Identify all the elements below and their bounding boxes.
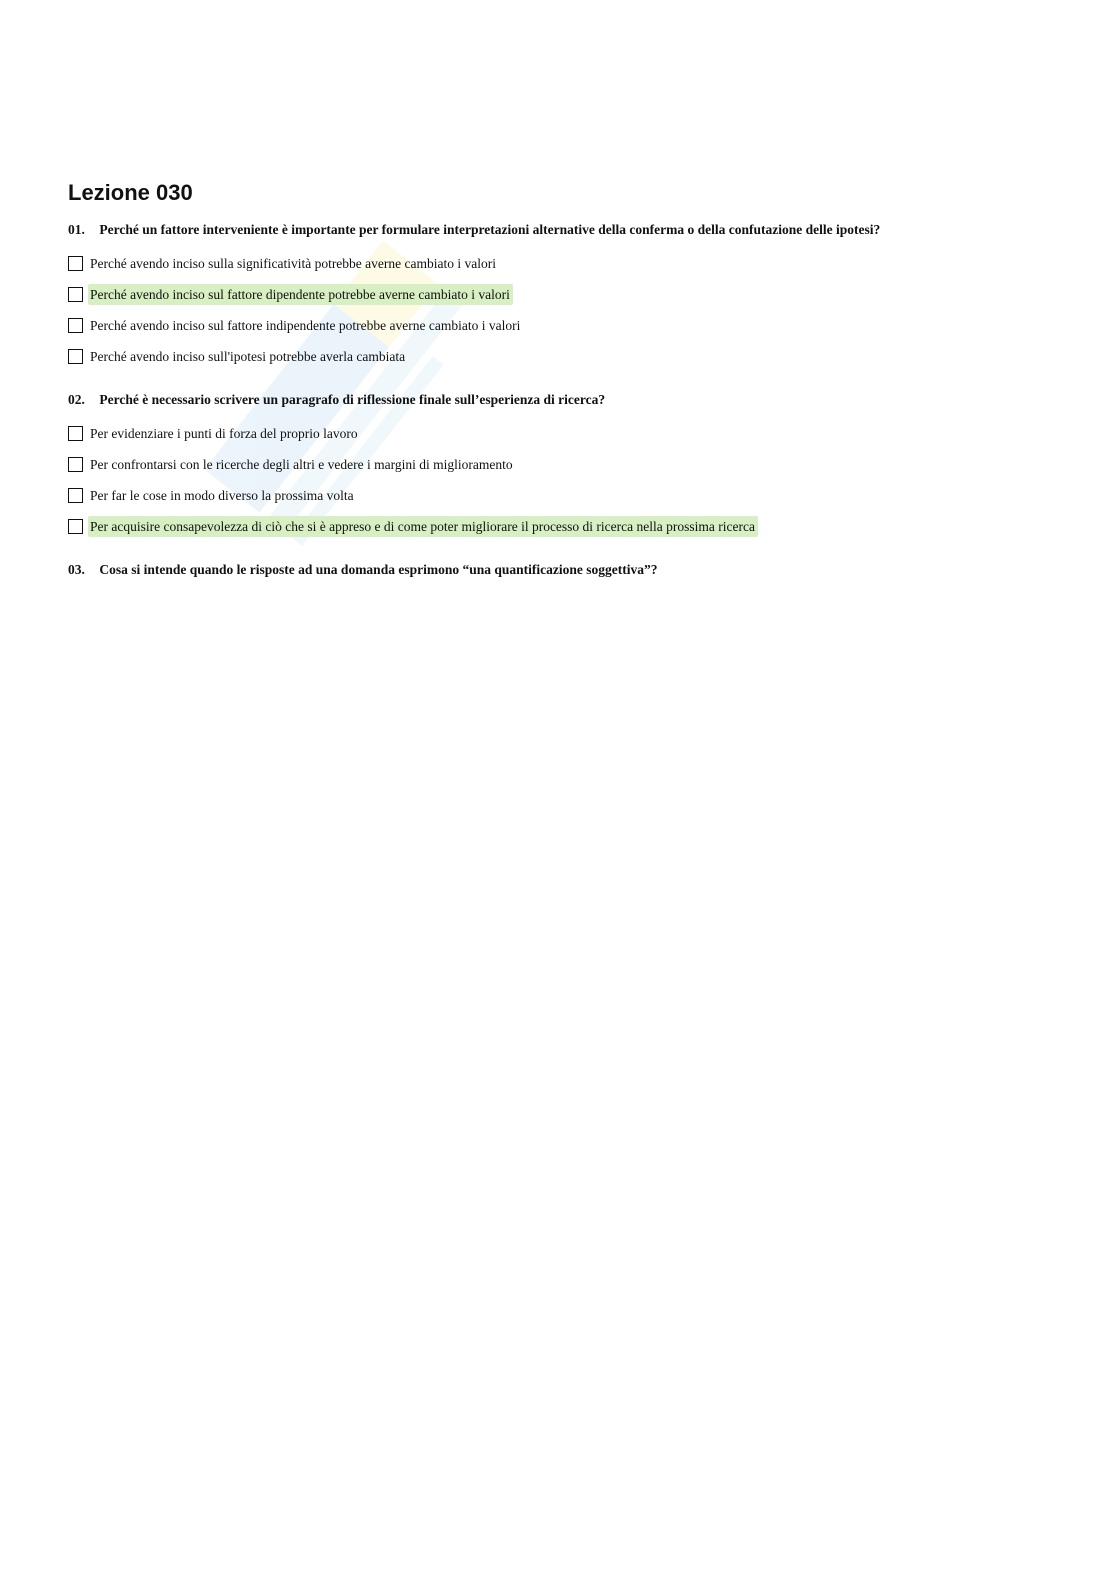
question-text xyxy=(68,220,1048,240)
checkbox[interactable] xyxy=(68,256,83,271)
checkbox[interactable] xyxy=(68,457,83,472)
question-number: 02. xyxy=(68,392,85,407)
checkbox[interactable] xyxy=(68,426,83,441)
question-01 xyxy=(68,220,1048,372)
answer-option[interactable] xyxy=(68,248,1048,279)
question-number: 01. xyxy=(68,222,85,237)
question-03 xyxy=(68,560,1048,580)
checkbox[interactable] xyxy=(68,488,83,503)
answer-option[interactable] xyxy=(68,418,1048,449)
question-label: Perché è necessario scrivere un paragrafo di riflessione finale sull’esperienza di ricerca? xyxy=(99,392,606,407)
document-page xyxy=(68,178,1048,598)
answer-option-correct[interactable] xyxy=(68,279,1048,310)
answer-option-correct[interactable] xyxy=(68,511,1048,542)
question-text xyxy=(68,560,1048,580)
checkbox[interactable] xyxy=(68,519,83,534)
lesson-title: Lezione 030 xyxy=(68,180,193,205)
question-number: 03. xyxy=(68,562,85,577)
answer-label: Perché avendo inciso sull'ipotesi potrebbe averla cambiata xyxy=(90,349,406,364)
question-label: Cosa si intende quando le risposte ad una domanda esprimono “una quantificazione soggettiva”? xyxy=(99,562,658,577)
answer-option[interactable] xyxy=(68,480,1048,511)
answer-label-highlighted: Perché avendo inciso sul fattore dipendente potrebbe averne cambiato i valori xyxy=(88,284,513,305)
question-text xyxy=(68,390,1048,410)
question-02 xyxy=(68,390,1048,542)
answer-option[interactable] xyxy=(68,310,1048,341)
answer-label-highlighted: Per acquisire consapevolezza di ciò che si è appreso e di come poter migliorare il processo di ricerca nella prossima ricerca xyxy=(88,516,758,537)
answer-label: Perché avendo inciso sulla significatività potrebbe averne cambiato i valori xyxy=(90,256,496,271)
answer-label: Per far le cose in modo diverso la prossima volta xyxy=(90,488,354,503)
answer-option[interactable] xyxy=(68,449,1048,480)
answer-label: Perché avendo inciso sul fattore indipendente potrebbe averne cambiato i valori xyxy=(90,318,521,333)
checkbox[interactable] xyxy=(68,287,83,302)
checkbox[interactable] xyxy=(68,318,83,333)
question-label: Perché un fattore interveniente è importante per formulare interpretazioni alternative della conferma o della confutazione delle ipotesi? xyxy=(99,222,881,237)
answer-option[interactable] xyxy=(68,341,1048,372)
checkbox[interactable] xyxy=(68,349,83,364)
answer-label: Per confrontarsi con le ricerche degli altri e vedere i margini di miglioramento xyxy=(90,457,513,472)
answer-label: Per evidenziare i punti di forza del proprio lavoro xyxy=(90,426,358,441)
